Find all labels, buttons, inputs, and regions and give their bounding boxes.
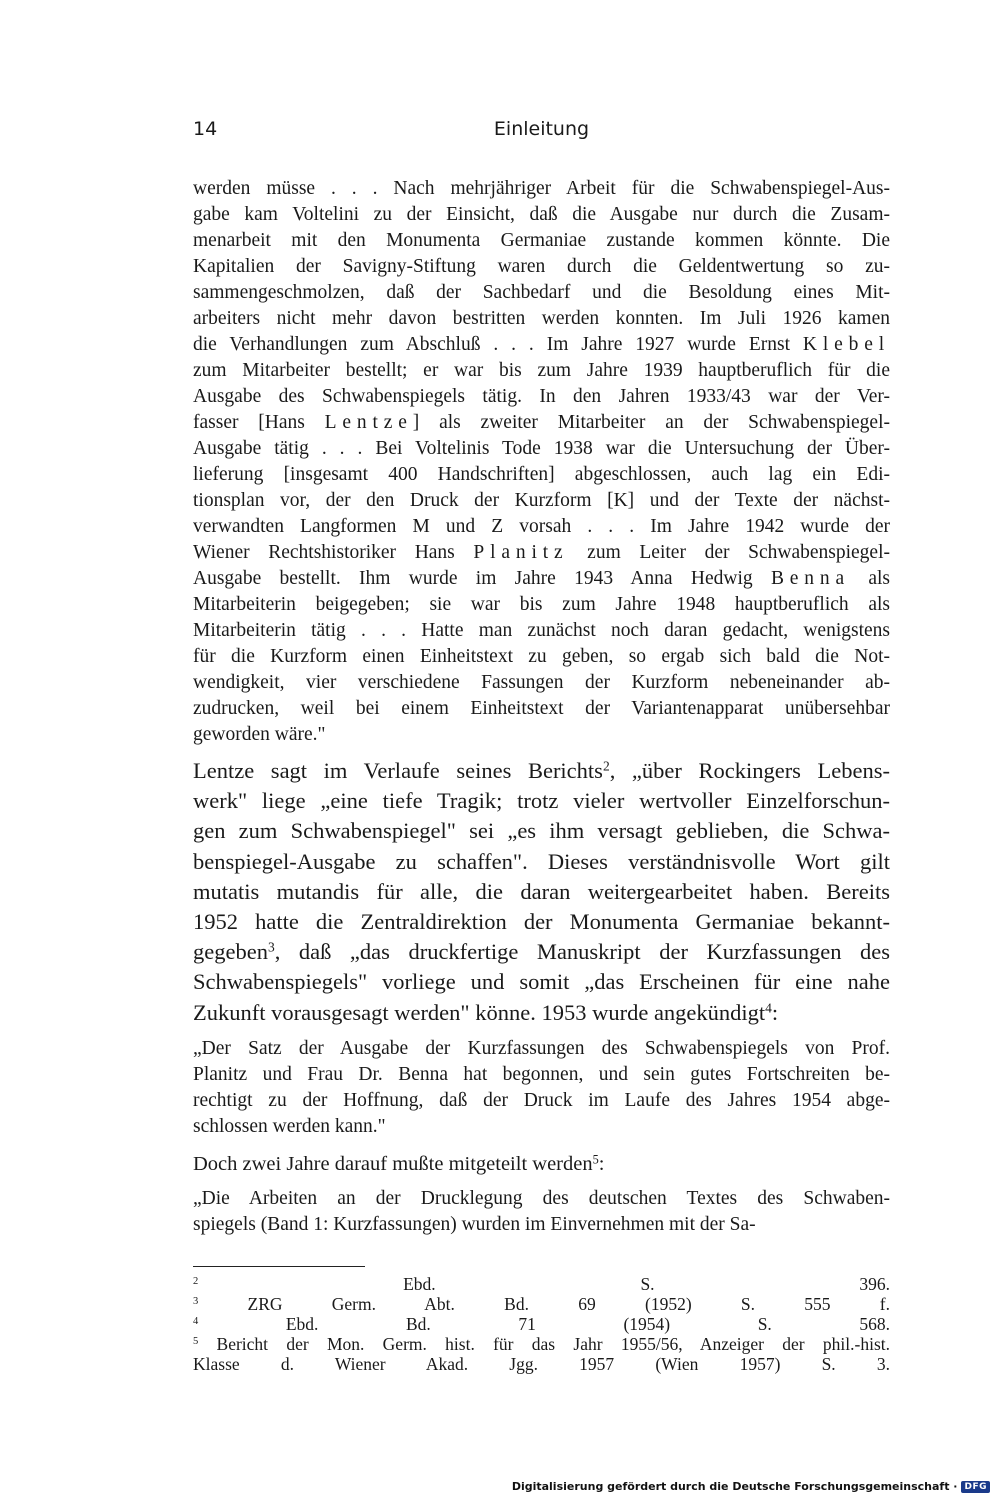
text-line: Zukunft vorausgesagt werden" könne. 1953 wurde angekündigt$^4$: xyxy=(193,999,779,1025)
text-line: Wiener Rechtshistoriker Hans Planitz zum Leiter der Schwabenspiegel- xyxy=(193,542,890,563)
text-line: 1952 hatte die Zentraldirektion der Monumenta Germaniae bekannt- xyxy=(193,908,890,934)
text-line: werden müsse . . . Nach mehrjähriger Arbeit für die Schwabenspiegel-Aus- xyxy=(193,178,890,199)
text-line: spiegels (Band 1: Kurzfassungen) wurden im Einvernehmen mit der Sa- xyxy=(193,1213,756,1235)
footnote: $^4$ Ebd. Bd. 71 (1954) S. 568. xyxy=(193,1314,891,1334)
page-body xyxy=(193,176,890,1238)
text-line: rechtigt zu der Hoffnung, daß der Druck im Laufe des Jahres 1954 abge- xyxy=(193,1089,890,1111)
text-line: gegeben$^3$, daß „das druckfertige Manuskript der Kurzfassungen des xyxy=(193,939,890,965)
digitization-credit xyxy=(512,1480,990,1493)
page-header xyxy=(193,118,890,148)
text-line: für die Kurzform einen Einheitstext zu geben, so ergab sich bald die Not- xyxy=(193,646,890,667)
text-line: zum Mitarbeiter bestellt; er war bis zum Jahre 1939 hauptberuflich für die xyxy=(193,360,890,381)
text-line: Ausgabe tätig . . . Bei Voltelinis Tode 1938 war die Untersuchung der Über- xyxy=(193,438,890,459)
text-line: menarbeit mit den Monumenta Germaniae zustande kommen könnte. Die xyxy=(193,230,890,251)
text-line: Lentze sagt im Verlaufe seines Berichts$^2$, „über Rockingers Lebens- xyxy=(193,758,890,783)
text-line: „Der Satz der Ausgabe der Kurzfassungen des Schwabenspiegels von Prof. xyxy=(193,1037,890,1059)
text-line: Mitarbeiterin tätig . . . Hatte man zunächst noch daran gedacht, wenigstens xyxy=(193,620,890,641)
footnote-marker: 2 xyxy=(193,1276,199,1288)
text-line: die Verhandlungen zum Abschluß . . . Im Jahre 1927 wurde Ernst Klebel xyxy=(193,334,890,355)
quote-block xyxy=(193,1036,890,1140)
text-line: benspiegel-Ausgabe zu schaffen". Dieses verständnisvolle Wort gilt xyxy=(193,848,890,874)
text-line: Kapitalien der Savigny-Stiftung waren durch die Geldentwertung so zu- xyxy=(193,256,890,277)
text-line: mutatis mutandis für alle, die daran weitergearbeitet haben. Bereits xyxy=(193,878,890,904)
footnote: $^5$ Bericht der Mon. Germ. hist. für das Jahr 1955/56, Anzeiger der phil.-hist. Klasse d. Wiener Akad. Jgg. 1957 (Wien 1957) S. 3. xyxy=(193,1334,890,1374)
text-line: Ausgabe bestellt. Ihm wurde im Jahre 1943 Anna Hedwig Benna als xyxy=(193,568,890,589)
paragraph xyxy=(193,1150,890,1178)
quote-block xyxy=(193,176,890,748)
footnotes xyxy=(193,1274,890,1374)
text-line: lieferung [insgesamt 400 Handschriften] abgeschlossen, auch lag ein Edi- xyxy=(193,464,890,485)
footnote-marker: 4 xyxy=(193,1316,199,1328)
text-line: gen zum Schwabenspiegel" sei „es ihm versagt geblieben, die Schwa- xyxy=(193,818,890,844)
footnote-marker: 5 xyxy=(193,1336,199,1348)
text-line: Schwabenspiegels" vorliege und somit „das Erscheinen für eine nahe xyxy=(193,969,890,995)
text-line: sammengeschmolzen, daß der Sachbedarf und die Besoldung eines Mit- xyxy=(193,282,890,303)
page-number: 14 xyxy=(193,118,218,140)
footnote: $^2$ Ebd. S. 396. xyxy=(193,1274,890,1294)
quote-block xyxy=(193,1186,890,1238)
footnote: $^3$ ZRG Germ. Abt. Bd. 69 (1952) S. 555 f. xyxy=(193,1294,890,1314)
text-line: geworden wäre." xyxy=(193,724,326,745)
text-line: Ausgabe des Schwabenspiegels tätig. In den Jahren 1933/43 war der Ver- xyxy=(193,386,890,407)
text-line: werk" liege „eine tiefe Tragik; trotz vieler wertvoller Einzelforschun- xyxy=(193,788,890,814)
text-line: zudrucken, weil bei einem Einheitstext der Variantenapparat unübersehbar xyxy=(193,698,890,719)
text-line: Mitarbeiterin beigegeben; sie war bis zum Jahre 1948 hauptberuflich als xyxy=(193,594,890,615)
text-line: verwandten Langformen M und Z vorsah . . . Im Jahre 1942 wurde der xyxy=(193,516,890,537)
footnote-rule xyxy=(193,1266,365,1267)
text-line: schlossen werden kann." xyxy=(193,1115,386,1137)
footnote-marker: 3 xyxy=(193,1296,199,1308)
paragraph xyxy=(193,756,890,1028)
text-line: Planitz und Frau Dr. Benna hat begonnen, und sein gutes Fortschreiten be- xyxy=(193,1063,890,1085)
text-line: gabe kam Voltelini zu der Einsicht, daß die Ausgabe nur durch die Zusam- xyxy=(193,204,890,225)
dfg-logo-icon: DFG xyxy=(961,1481,990,1493)
text-line: Doch zwei Jahre darauf mußte mitgeteilt werden$^5$: xyxy=(193,1151,605,1175)
text-line: „Die Arbeiten an der Drucklegung des deutschen Textes des Schwaben- xyxy=(193,1187,890,1209)
text-line: wendigkeit, vier verschiedene Fassungen der Kurzform nebeneinander ab- xyxy=(193,672,890,693)
text-line: arbeiters nicht mehr davon bestritten werden konnten. Im Juli 1926 kamen xyxy=(193,308,890,329)
running-head: Einleitung xyxy=(493,118,590,140)
credit-text: Digitalisierung gefördert durch die Deutsche Forschungsgemeinschaft · xyxy=(511,1480,958,1493)
text-line: fasser [Hans Lentze] als zweiter Mitarbeiter an der Schwabenspiegel- xyxy=(193,412,890,433)
text-line: tionsplan vor, der den Druck der Kurzform [K] und der Texte der nächst- xyxy=(193,490,890,511)
